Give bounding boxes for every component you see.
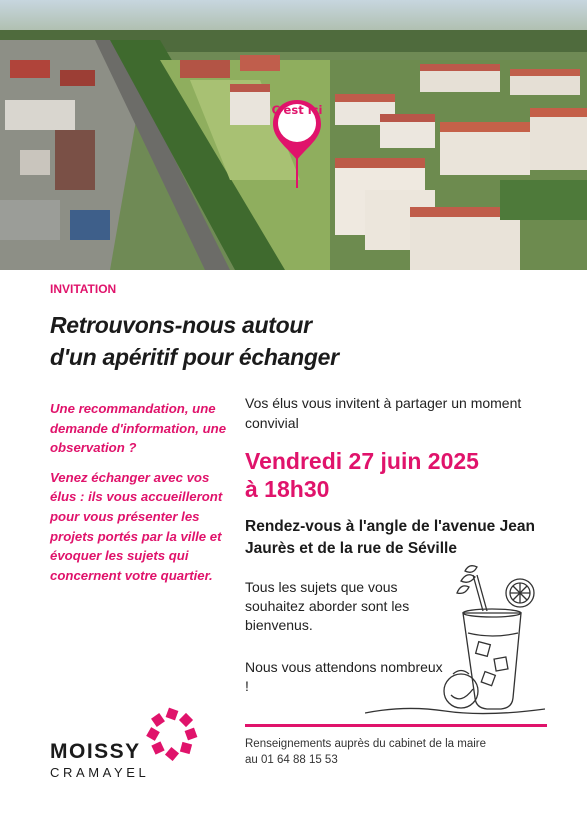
meeting-place: Rendez-vous à l'angle de l'avenue Jean Jaurès et de la rue de Séville bbox=[245, 518, 535, 557]
headline-line-2: d'un apéritif pour échanger bbox=[50, 344, 339, 370]
left-column bbox=[50, 399, 230, 595]
right-column bbox=[245, 394, 545, 560]
intro-text: Vos élus vous invitent à partager un moment convivial bbox=[245, 395, 522, 431]
page-title bbox=[50, 309, 530, 373]
headline-line-1: Retrouvons-nous autour bbox=[50, 312, 312, 338]
attend-text: Nous vous attendons nombreux ! bbox=[245, 659, 443, 694]
topics-text: Tous les sujets que vous souhaitez aborder sont les bienvenus. bbox=[245, 579, 410, 633]
event-date: Vendredi 27 juin 2025 bbox=[245, 448, 479, 474]
invitation-label: INVITATION bbox=[50, 282, 117, 296]
divider bbox=[245, 724, 547, 727]
left-paragraph-1: Une recommandation, une demande d'information, une observation ? bbox=[50, 401, 227, 456]
logo-subtitle: CRAMAYEL bbox=[50, 765, 150, 780]
contact-info bbox=[245, 737, 565, 768]
event-datetime bbox=[245, 447, 545, 503]
logo-name: MOISSY bbox=[50, 740, 141, 763]
contact-phone: au 01 64 88 15 53 bbox=[245, 753, 338, 766]
pin-label: C'est ici bbox=[271, 103, 323, 117]
event-time: à 18h30 bbox=[245, 476, 330, 502]
contact-line-1: Renseignements auprès du cabinet de la maire bbox=[245, 738, 487, 750]
cocktail-drawing-icon bbox=[365, 563, 545, 723]
left-paragraph-2: Venez échanger avec vos élus : ils vous accueilleront pour vous présenter les projets portés par la ville et évoquer les sujets qui concernent votre quartier. bbox=[50, 469, 223, 583]
moissy-logo-icon bbox=[145, 707, 199, 761]
